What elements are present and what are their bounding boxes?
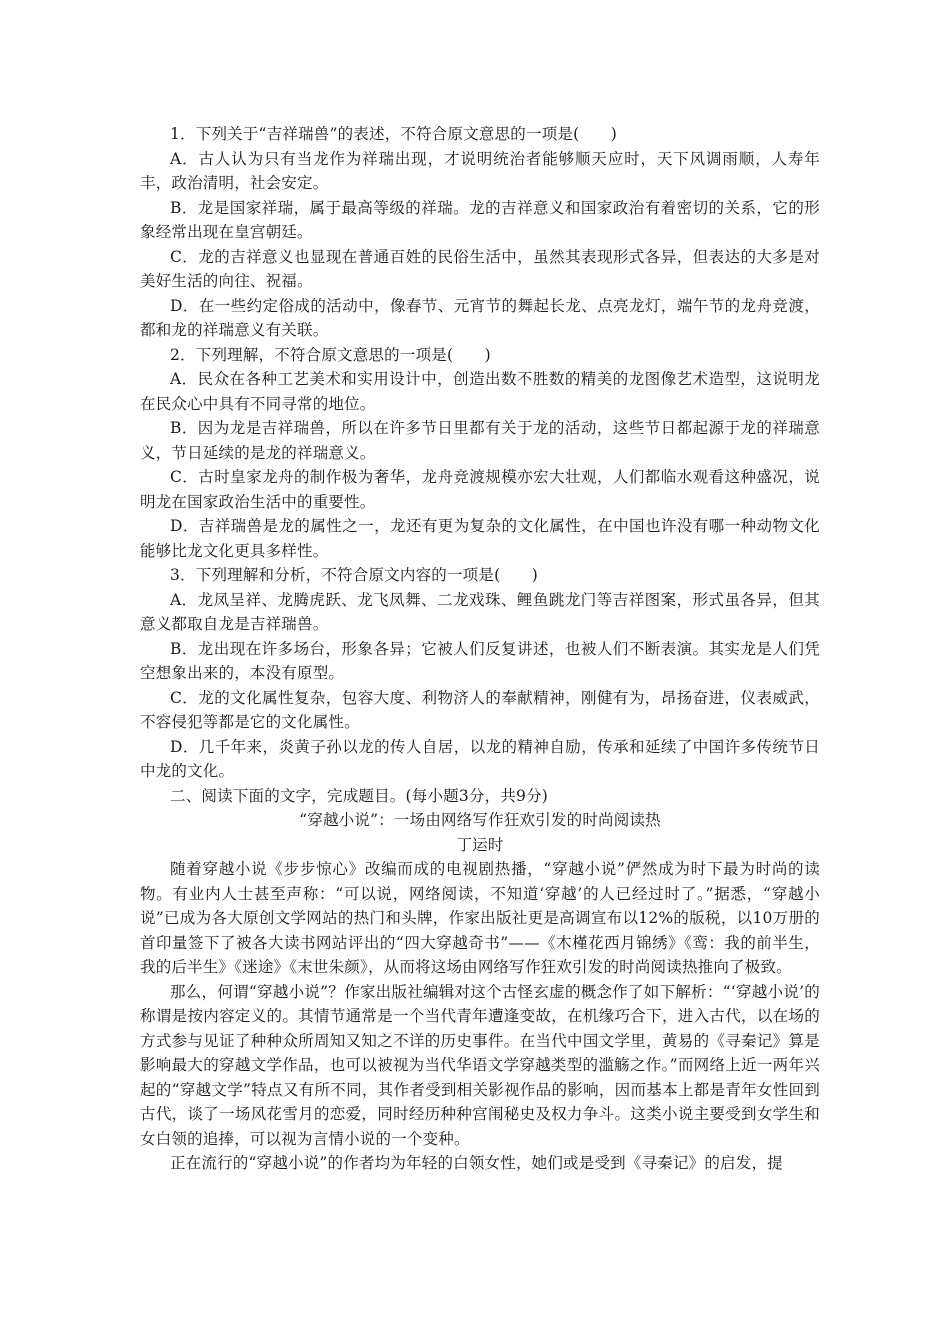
question-2-option-c: C．古时皇家龙舟的制作极为奢华，龙舟竞渡规模亦宏大壮观，人们都临水观看这种盛况，说明龙在国家政治生活中的重要性。 [140,468,820,511]
question-2-option-a: A．民众在各种工艺美术和实用设计中，创造出数不胜数的精美的龙图像艺术造型，这说明龙在民众心中具有不同寻常的地位。 [140,370,820,413]
question-1-stem: 1．下列关于“吉祥瑞兽”的表述，不符合原文意思的一项是( ) [170,125,618,143]
question-1-option-c: C．龙的吉祥意义也显现在普通百姓的民俗生活中，虽然其表现形式各异，但表达的大多是对美好生活的向往、祝福。 [140,247,820,290]
question-1-option-d: D．在一些约定俗成的活动中，像春节、元宵节的舞起长龙、点亮龙灯，端午节的龙舟竞渡，都和龙的祥瑞意义有关联。 [140,296,820,339]
article-title: “穿越小说”：一场由网络写作狂欢引发的时尚阅读热 [299,811,661,829]
question-3-option-a: A．龙凤呈祥、龙腾虎跃、龙飞凤舞、二龙戏珠、鲤鱼跳龙门等吉祥图案，形式虽各异，但其意义都取自龙是吉祥瑞兽。 [140,590,820,633]
question-2-option-d: D．吉祥瑞兽是龙的属性之一，龙还有更为复杂的文化属性，在中国也许没有哪一种动物文化能够比龙文化更具多样性。 [140,517,820,560]
question-3-stem: 3．下列理解和分析，不符合原文内容的一项是( ) [170,566,538,584]
article-paragraph: 正在流行的“穿越小说”的作者均为年轻的白领女性，她们或是受到《寻秦记》的启发，提 [170,1154,783,1172]
article-paragraph: 那么，何谓“穿越小说”？作家出版社编辑对这个古怪玄虚的概念作了如下解析：“‘穿越小说’的称谓是按内容定义的。其情节通常是一个当代青年遭逢变故，在机缘巧合下，进入古代，以在场的方式参与见证了种种众所周知又知之不详的历史事件。在当代中国文学里，黄易的《寻秦记》算是影响最大的穿越文学作品，也可以被视为当代华语文学穿越类型的滥觞之作。”而网络上近一两年兴起的“穿越文学”特点又有所不同，其作者受到相关影视作品的影响，因而基本上都是青年女性回到古代，谈了一场风花雪月的恋爱，同时经历种种宫闱秘史及权力争斗。这类小说主要受到女学生和女白领的追捧，可以视为言情小说的一个变种。 [140,982,820,1148]
question-3-option-b: B．龙出现在许多场台，形象各异；它被人们反复讲述，也被人们不断表演。其实龙是人们凭空想象出来的，本没有原型。 [140,639,820,682]
document-body [140,122,820,1176]
question-2-option-b: B．因为龙是吉祥瑞兽，所以在许多节日里都有关于龙的活动，这些节日都起源于龙的祥瑞意义，节日延续的是龙的祥瑞意义。 [140,419,820,462]
section-2-instruction: 二、阅读下面的文字，完成题目。(每小题3分，共9分) [170,786,549,805]
question-3-option-d: D．几千年来，炎黄子孙以龙的传人自居，以龙的精神自励，传承和延续了中国许多传统节日中龙的文化。 [140,737,820,780]
article-author: 丁运时 [456,835,504,854]
question-2-stem: 2．下列理解，不符合原文意思的一项是( ) [170,345,491,364]
question-1-option-b: B．龙是国家祥瑞，属于最高等级的祥瑞。龙的吉祥意义和国家政治有着密切的关系，它的形象经常出现在皇宫朝廷。 [140,198,820,241]
article-paragraph: 随着穿越小说《步步惊心》改编而成的电视剧热播，“穿越小说”俨然成为时下最为时尚的读物。有业内人士甚至声称：“可以说，网络阅读，不知道‘穿越’的人已经过时了。”据悉，“穿越小说”已成为各大原创文学网站的热门和头牌，作家出版社更是高调宣布以12%的版税，以10万册的首印量签下了被各大读书网站评出的“四大穿越奇书”——《木槿花西月锦绣》《鸾：我的前半生，我的后半生》《迷途》《末世朱颜》，从而将这场由网络写作狂欢引发的时尚阅读热推向了极致。 [140,860,820,976]
question-3-option-c: C．龙的文化属性复杂，包容大度、利物济人的奉献精神，刚健有为，昂扬奋进，仪表威武，不容侵犯等都是它的文化属性。 [140,688,820,731]
question-1-option-a: A．古人认为只有当龙作为祥瑞出现，才说明统治者能够顺天应时，天下风调雨顺，人寿年丰，政治清明，社会安定。 [140,149,820,192]
